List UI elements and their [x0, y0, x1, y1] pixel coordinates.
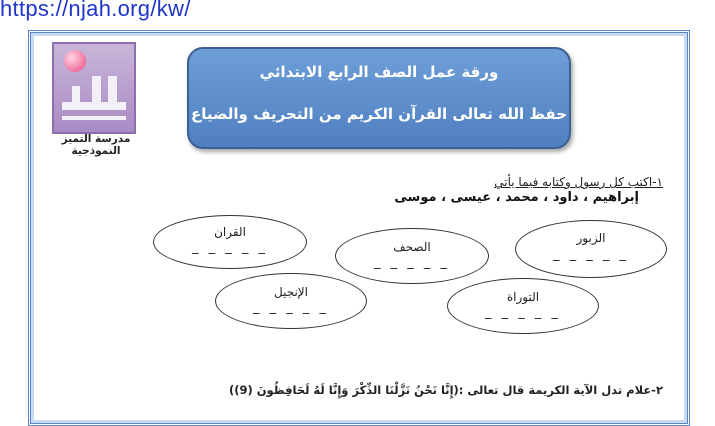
logo-circle-icon: [64, 50, 86, 72]
question1-names: إبراهيم ، داود ، محمد ، عيسى ، موسى: [394, 190, 639, 205]
question1-instruction: ١-اكتب كل رسول وكتابه فيما يأتي: [494, 175, 663, 189]
oval-injil: [215, 273, 367, 329]
oval-suhuf: [335, 228, 489, 284]
oval-label: القران: [214, 225, 246, 239]
answer-blank: _ _ _ _ _: [191, 240, 269, 255]
oval-label: التوراة: [506, 290, 540, 304]
school-logo: [52, 42, 136, 134]
answer-blank: _ _ _ _ _: [552, 247, 630, 262]
question2-text: ٢-علام تدل الآية الكريمة قال تعالى :(إِنَّا نَحْنُ نَزَّلْنَا الذِّكْرَ وَإِنَّا لَهُ لَحَافِظُونَ (9)): [228, 383, 663, 397]
title-banner: [187, 47, 571, 149]
source-url[interactable]: https://njah.org/kw/: [0, 0, 191, 21]
oval-label: الصحف: [393, 240, 431, 254]
banner-line2: حفظ الله تعالى القرآن الكريم من التحريف والضياع: [190, 105, 568, 123]
oval-label: الإنجيل: [274, 285, 308, 299]
answer-blank: _ _ _ _ _: [484, 305, 562, 320]
banner-line1: ورقة عمل الصف الرابع الابتدائي: [259, 63, 499, 81]
oval-tawrat: [447, 278, 599, 334]
oval-quran: [153, 215, 307, 269]
oval-label: الزبور: [576, 231, 606, 245]
oval-zabur: [515, 220, 667, 278]
answer-blank: _ _ _ _ _: [373, 255, 451, 270]
logo-glyph-icon: [62, 76, 126, 122]
school-name: مدرسة التميز النموذجية: [61, 133, 131, 157]
answer-blank: _ _ _ _ _: [252, 300, 330, 315]
